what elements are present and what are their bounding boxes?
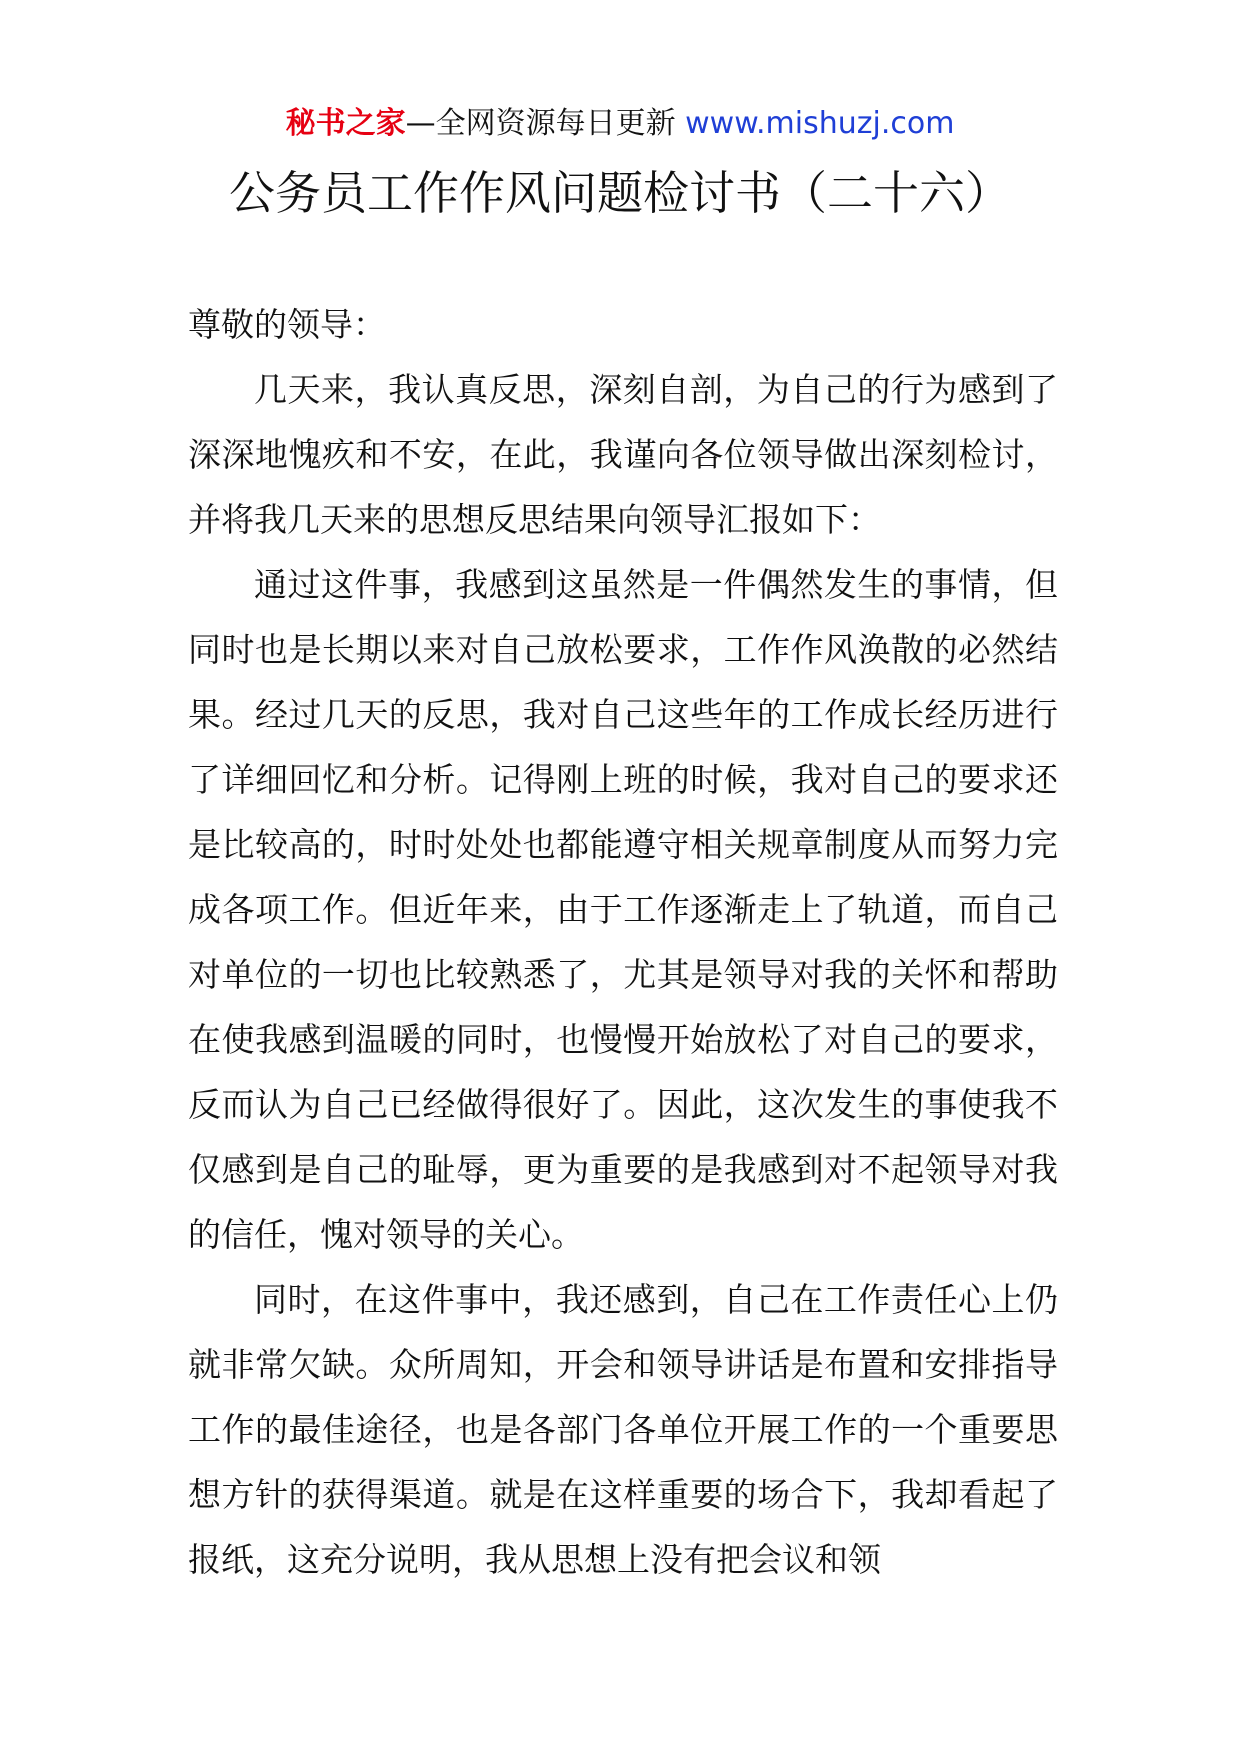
salutation: 尊敬的领导： <box>188 305 386 344</box>
document-title: 公务员工作作风问题检讨书（二十六） <box>229 166 1011 220</box>
document-body <box>188 292 1058 1592</box>
body-paragraph-3: 同时，在这件事中，我还感到，自己在工作责任心上仍就非常欠缺。众所周知，开会和领导讲话是布置和安排指导工作的最佳途径，也是各部门各单位开展工作的一个重要思想方针的获得渠道。就是在这样重要的场合下，我却看起了报纸，这充分说明，我从思想上没有把会议和领 <box>188 1280 1058 1579</box>
site-tagline: —全网资源每日更新 <box>405 106 676 141</box>
body-paragraph-2: 通过这件事，我感到这虽然是一件偶然发生的事情，但同时也是长期以来对自己放松要求，工作作风涣散的必然结果。经过几天的反思，我对自己这些年的工作成长经历进行了详细回忆和分析。记得刚上班的时候，我对自己的要求还是比较高的，时时处处也都能遵守相关规章制度从而努力完成各项工作。但近年来，由于工作逐渐走上了轨道，而自己对单位的一切也比较熟悉了，尤其是领导对我的关怀和帮助在使我感到温暖的同时，也慢慢开始放松了对自己的要求，反而认为自己已经做得很好了。因此，这次发生的事使我不仅感到是自己的耻辱，更为重要的是我感到对不起领导对我的信任，愧对领导的关心。 <box>188 565 1058 1254</box>
site-url-link[interactable]: www.mishuzj.com <box>685 106 955 141</box>
body-paragraph-1: 几天来，我认真反思，深刻自剖，为自己的行为感到了深深地愧疚和不安，在此，我谨向各位领导做出深刻检讨，并将我几天来的思想反思结果向领导汇报如下： <box>188 370 1058 539</box>
site-header-banner <box>0 102 1240 146</box>
site-brand: 秘书之家 <box>285 106 406 141</box>
